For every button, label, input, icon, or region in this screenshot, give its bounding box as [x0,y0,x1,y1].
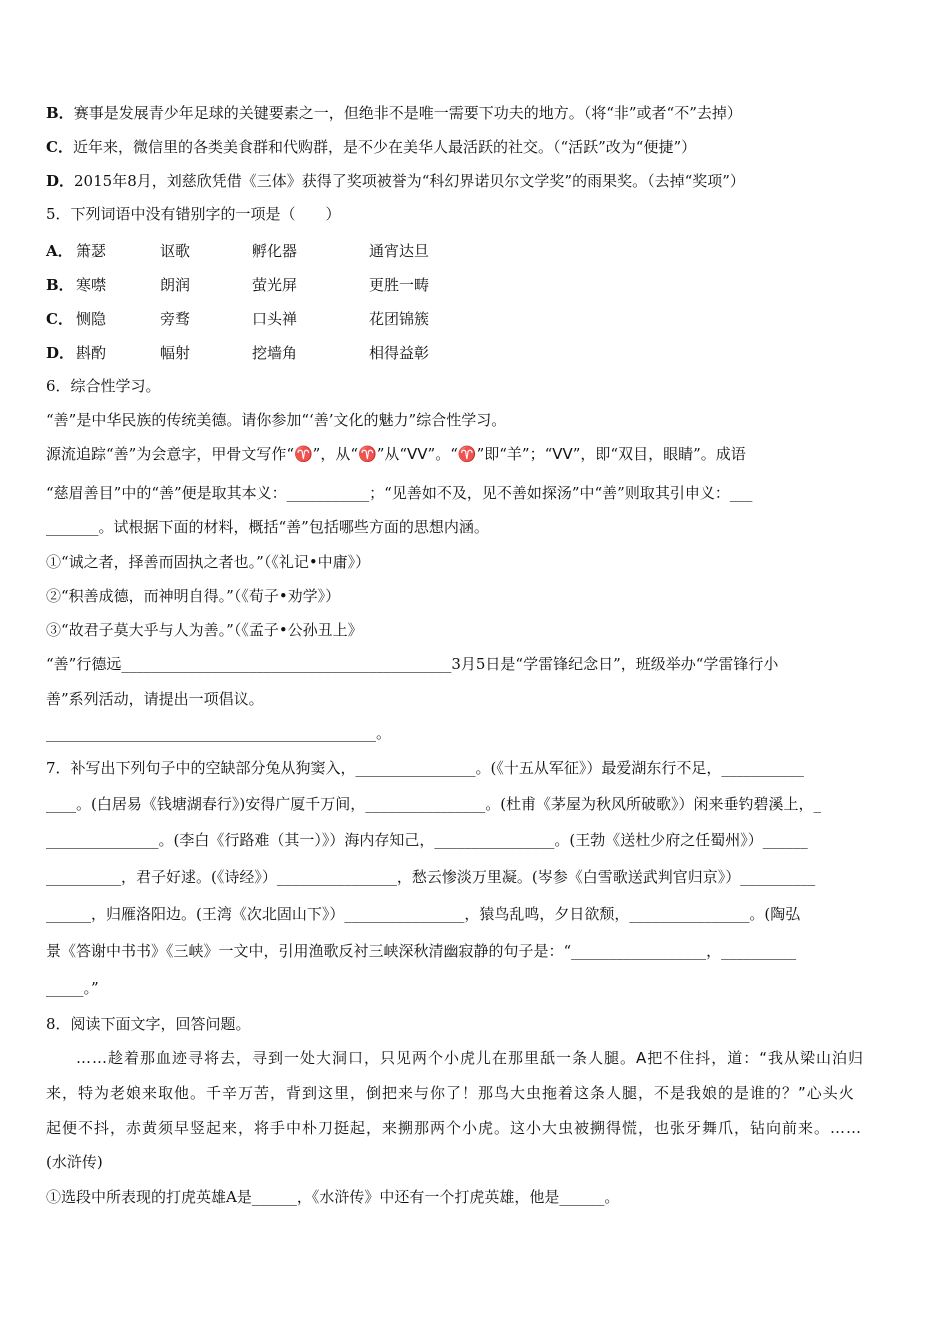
q8-passage-line-1: ……趁着那血迹寻将去，寻到一处大洞口，只见两个小虎儿在那里舐一条人腿。A把不住抖，道：“我从梁山泊归 [76,1049,865,1067]
option-letter: C． [46,310,73,328]
q6-material-1: ①“诚之者，择善而固执之者也。”（《礼记•中庸》） [46,553,371,571]
word-3: 萤光屏 [252,276,298,294]
q4-option-d [46,171,908,191]
q4-option-c [46,137,908,157]
q6-line-4: “善”行德远____________________________________________3月5日是“学雷锋纪念日”，班级举办“学雷锋行小 [46,655,779,673]
q8-passage-line-3: 起便不抖，赤黄须早竖起来，将手中朴刀挺起，来搠那两个小虎。这小大虫被搠得慌，也张牙舞爪，钻向前来。…… [46,1119,863,1137]
word-4: 更胜一畴 [369,276,430,294]
option-text: 2015年8月，刘慈欣凭借《三体》获得了奖项被誉为“科幻界诺贝尔文学奖”的雨果奖。（去掉“奖项”） [74,172,745,190]
word-4: 相得益彰 [369,344,430,362]
option-letter: A． [46,242,73,260]
option-letter: B． [46,104,74,122]
q6-line-2: “慈眉善目”中的“善”便是取其本义：___________；“见善如不及，见不善如探汤”中“善”则取其引申义：___ [46,484,753,502]
option-letter: C． [46,138,73,156]
word-3: 孵化器 [252,242,298,260]
q8-passage-line-2: 来，特为老娘来取他。千辛万苦，背到这里，倒把来与你了！那鸟大虫拖着这条人腿，不是我娘的是谁的？”心头火 [46,1084,855,1102]
word-3: 挖墙角 [252,344,298,362]
word-2: 旁骛 [160,310,191,328]
q8-source: (水浒传) [46,1153,103,1171]
q6-line-5: 善”系列活动，请提出一项倡议。 [46,690,264,708]
option-letter: D． [46,344,75,362]
word-1: 恻隐 [76,310,107,328]
option-letter: D． [46,172,75,190]
q6-line-3: _______。试根据下面的材料，概括“善”包括哪些方面的思想内涵。 [46,518,489,536]
word-3: 口头禅 [252,310,298,328]
q6-material-2: ②“积善成德，而神明自得。”（《荀子•劝学》） [46,587,341,605]
q7-line-4: __________，君子好逑。(《诗经》）________________，愁云惨淡万里凝。(岑参《白雪歌送武判官归京》）__________ [46,868,816,886]
q6-line-1: 源流追踪“善”为会意字，甲骨文写作“♈”，从“♈”从“ᐯᐯ”。“♈”即“羊”；“ᐯᐯ”，即“双目，眼睛”。成语 [46,445,746,463]
word-1: 寒噤 [76,276,107,294]
option-text: 赛事是发展青少年足球的关键要素之一，但绝非不是唯一需要下功夫的地方。（将“非”或者“不”去掉） [73,104,742,122]
q6-material-3: ③“故君子莫大乎与人为善。”（《孟子•公孙丑上》 [46,621,363,639]
q7-line-2: ____。(白居易《钱塘湖春行》)安得广厦千万间，________________。(杜甫《茅屋为秋风所破歌》）闲来垂钓碧溪上，_ [46,795,822,813]
q6-intro: “善”是中华民族的传统美德。请你参加“‘善’文化的魅力”综合性学习。 [46,411,507,429]
q7-line-6: 景《答谢中书书》《三峡》一文中，引用渔歌反衬三峡深秋清幽寂静的句子是：“__________________，__________ [46,942,797,960]
word-1: 箫瑟 [76,242,107,260]
word-2: 幅射 [160,344,191,362]
option-letter: B． [46,276,74,294]
q6-answer-blank: ____________________________________________。 [46,724,392,742]
q5-stem: 5．下列词语中没有错别字的一项是（ ） [46,205,341,223]
q6-stem: 6．综合性学习。 [46,377,161,395]
word-1: 斟酌 [76,344,107,362]
option-text: 近年来，微信里的各类美食群和代购群，是不少在美华人最活跃的社交。（“活跃”改为“便捷”） [72,138,697,156]
q8-sub-question-1: ①选段中所表现的打虎英雄A是______，《水浒传》中还有一个打虎英雄，他是______。 [46,1188,620,1206]
word-4: 花团锦簇 [369,310,430,328]
q7-line-7: _____。” [46,979,99,997]
q8-stem: 8．阅读下面文字，回答问题。 [46,1015,251,1033]
q7-line-1: 7．补写出下列句子中的空缺部分兔从狗窦入，________________。(《十五从军征》）最爱湖东行不足，___________ [46,759,804,777]
word-4: 通宵达旦 [369,242,430,260]
word-2: 讴歌 [160,242,191,260]
q4-option-b [46,103,908,123]
q7-line-3: _______________。(李白《行路难（其一）》）海内存知己，________________。(王勃《送杜少府之任蜀州》）______ [46,831,808,849]
q7-line-5: ______，归雁洛阳边。(王湾《次北固山下》）________________，猿鸟乱鸣，夕日欲颓，________________。(陶弘 [46,905,801,923]
word-2: 朗润 [160,276,191,294]
